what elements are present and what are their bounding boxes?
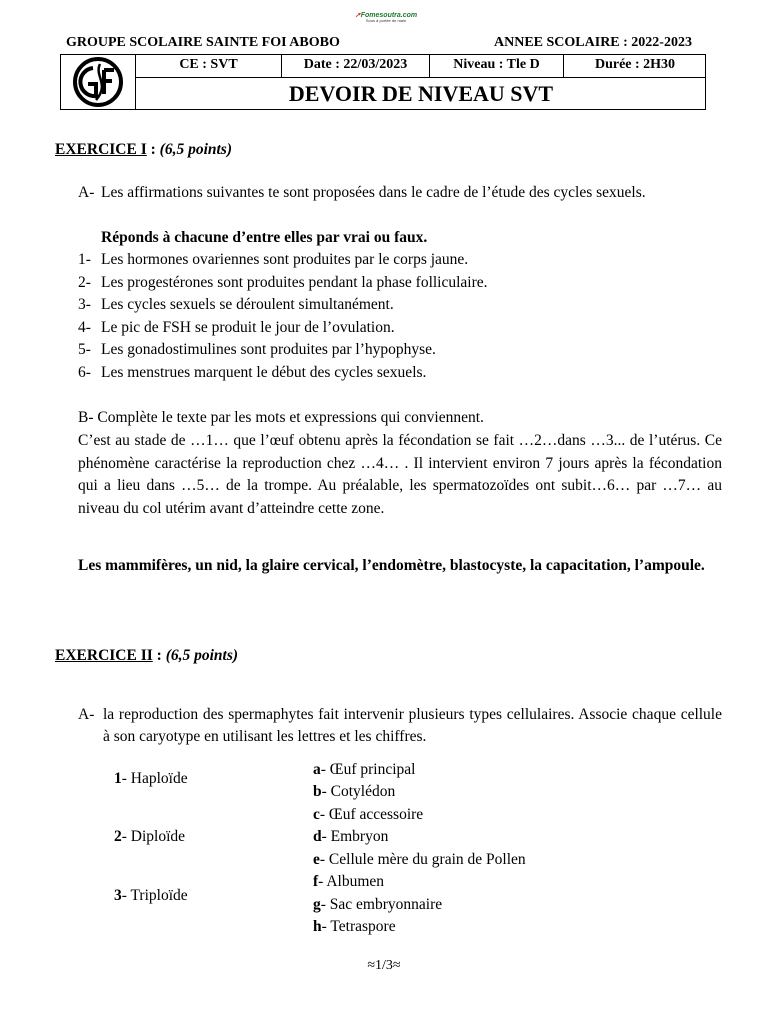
statement-text: Les cycles sexuels se déroulent simultanément. [101, 296, 394, 313]
school-name: GROUPE SCOLAIRE SAINTE FOI ABOBO [66, 35, 340, 50]
ploidy-item [114, 768, 188, 790]
cell-label: - Œuf accessoire [319, 806, 424, 823]
header-cell-subject: CE : SVT [136, 54, 282, 77]
part-a-label: A- [78, 184, 95, 201]
statement-number: 5- [78, 341, 91, 358]
cell-letter: f [313, 873, 319, 890]
exercise-1-sep: : [146, 141, 160, 158]
cell-letter: a [313, 761, 321, 778]
ploidy-label: - Diploïde [121, 828, 186, 845]
ploidy-number: 2 [114, 828, 122, 845]
cell-label: - Œuf principal [320, 761, 416, 778]
exercise-2-points: (6,5 points) [165, 647, 239, 664]
cell-label: - Sac embryonnaire [320, 896, 443, 913]
ploidy-label: - Haploïde [121, 770, 188, 787]
school-logo [60, 54, 136, 110]
cell-item [313, 804, 423, 826]
ex2-part-a-label: A- [78, 706, 95, 723]
header-info-row [136, 54, 706, 78]
cell-letter: h [313, 918, 322, 935]
exercise-1-title: EXERCICE I [55, 141, 147, 158]
statement-text: Les gonadostimulines sont produites par l’hypophyse. [101, 341, 436, 358]
part-b-text: C’est au stade de …1… que l’œuf obtenu après la fécondation se fait …2…dans …3... de l’utérus. Ce phénomène caractérise la reproduction chez …4… . Il intervient environ 7 jours après la fécondation qui a lieu dans …5… de la trompe. Au préalable, les spermatozoïdes ont subit…6… par …7… au niveau du col utérim avant d’atteindre cette zone. [78, 432, 722, 517]
statement-number: 6- [78, 364, 91, 381]
cell-item [313, 894, 442, 916]
cell-letter: e [313, 851, 320, 868]
statement-text: Les progestérones sont produites pendant la phase folliculaire. [101, 274, 488, 291]
statement-number: 1- [78, 251, 91, 268]
cell-letter: d [313, 828, 322, 845]
exam-title: DEVOIR DE NIVEAU SVT [288, 81, 554, 106]
cell-letter: c [313, 806, 320, 823]
cell-label: - Cellule mère du grain de Pollen [319, 851, 526, 868]
cell-item [313, 826, 388, 848]
cell-letter: b [313, 783, 322, 800]
part-a-intro: Les affirmations suivantes te sont proposées dans le cadre de l’étude des cycles sexuels. [101, 184, 646, 201]
statement-text: Les hormones ovariennes sont produites par le corps jaune. [101, 251, 469, 268]
statement-number: 4- [78, 319, 91, 336]
cell-item [313, 759, 415, 781]
exercise-2-title: EXERCICE II [55, 647, 153, 664]
exercise-1-heading [55, 141, 232, 159]
school-year: ANNEE SCOLAIRE : 2022-2023 [494, 35, 692, 50]
school-logo-icon [60, 54, 136, 110]
ploidy-number: 3 [114, 887, 122, 904]
part-a-instruction: Réponds à chacune d’entre elles par vrai ou faux. [101, 229, 428, 246]
part-b-word-list: Les mammifères, un nid, la glaire cervical, l’endomètre, blastocyste, la capacitation, l’ampoule. [78, 557, 705, 574]
exercise-2-heading [55, 647, 238, 665]
page-number: ≈1/3≈ [367, 958, 401, 973]
statement-number: 2- [78, 274, 91, 291]
statement-number: 3- [78, 296, 91, 313]
cell-item [313, 871, 384, 893]
header-cell-duration: Durée : 2H30 [594, 57, 676, 72]
part-b-intro: B- Complète le texte par les mots et expressions qui conviennent. [78, 409, 484, 426]
statement-text: Le pic de FSH se produit le jour de l’ovulation. [101, 319, 395, 336]
cell-label: - Embryon [321, 828, 389, 845]
header-cell-date: Date : 22/03/2023 [282, 54, 430, 77]
ploidy-item [114, 885, 188, 907]
brand-tagline: Sous à portée de main [365, 18, 407, 23]
cell-label: - Albumen [318, 873, 385, 890]
brand-logo: ➚Fomesoutra.com Sous à portée de main [346, 12, 426, 23]
ploidy-number: 1 [114, 770, 122, 787]
ex2-part-a-intro: la reproduction des spermaphytes fait intervenir plusieurs types cellulaires. Associe chaque cellule à son caryotype en utilisant les lettres et les chiffres. [103, 706, 722, 745]
exercise-1-points: (6,5 points) [159, 141, 232, 158]
ploidy-item [114, 826, 185, 848]
ploidy-label: - Triploïde [121, 887, 188, 904]
statement-text: Les menstrues marquent le début des cycles sexuels. [101, 364, 427, 381]
cell-item [313, 849, 526, 871]
cell-item [313, 781, 395, 803]
header-cell-level: Niveau : Tle D [430, 54, 564, 77]
cell-item [313, 916, 396, 938]
cell-label: - Tetraspore [321, 918, 396, 935]
exercise-2-sep: : [152, 647, 166, 664]
cell-label: - Cotylédon [321, 783, 396, 800]
brand-name: Fomesoutra.com [360, 12, 418, 19]
cell-letter: g [313, 896, 321, 913]
